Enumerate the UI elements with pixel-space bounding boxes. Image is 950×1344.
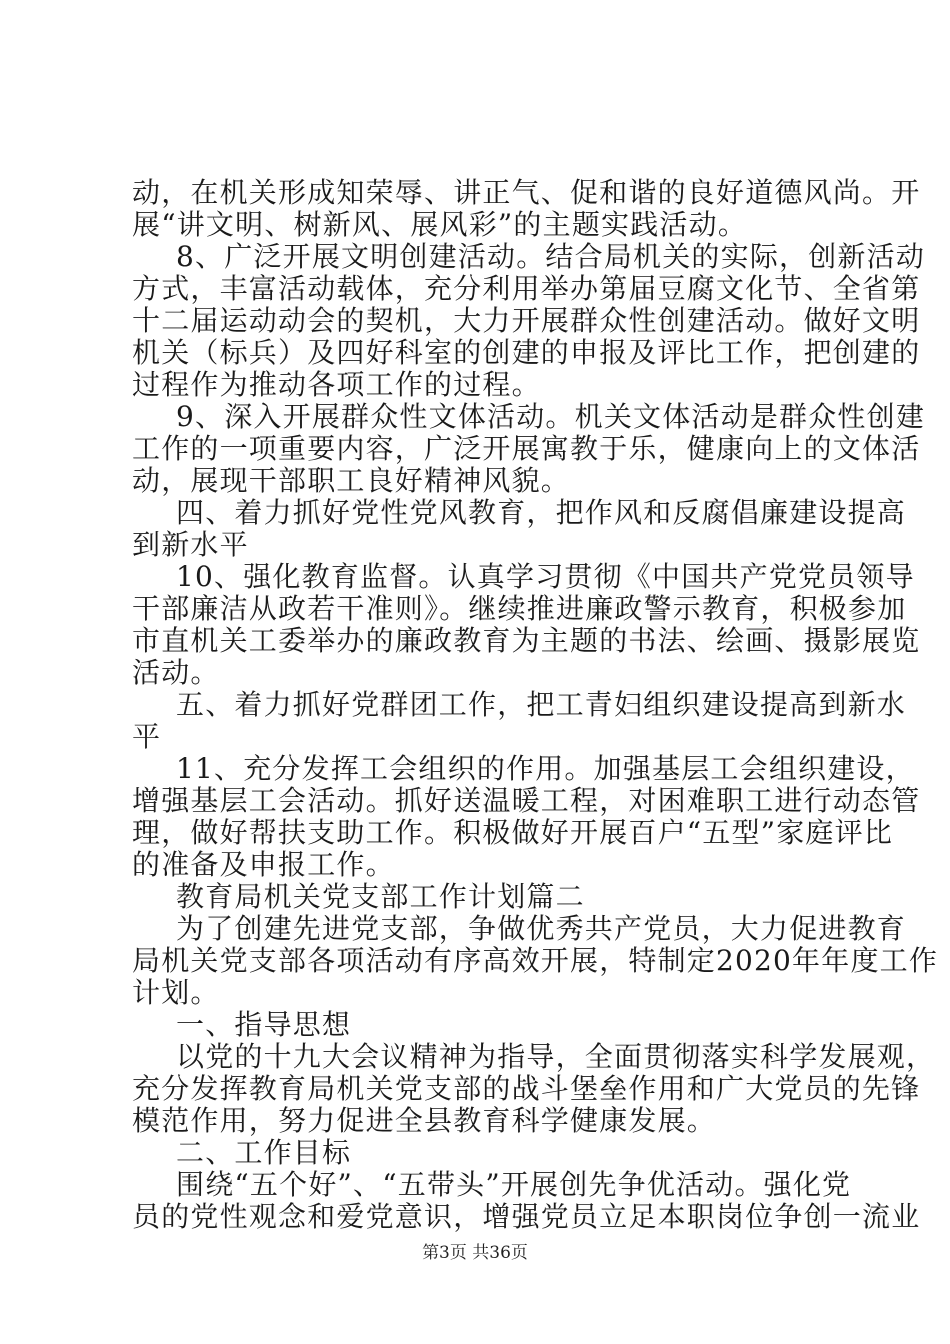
text-line: 增强基层工会活动。抓好送温暖工程，对困难职工进行动态管: [132, 784, 921, 817]
text-line: 为了创建先进党支部，争做优秀共产党员，大力促进教育: [176, 912, 907, 945]
document-subtitle: 教育局机关党支部工作计划篇二: [176, 880, 585, 913]
text-line: 方式，丰富活动载体，充分利用举办第届豆腐文化节、全省第: [132, 272, 921, 305]
text-line: 计划。: [132, 976, 220, 1009]
text-line: 市直机关工委举办的廉政教育为主题的书法、绘画、摄影展览: [132, 624, 921, 657]
text-line: 十二届运动动会的契机，大力开展群众性创建活动。做好文明: [132, 304, 921, 337]
text-line: 的准备及申报工作。: [132, 848, 395, 881]
text-line: 动，展现干部职工良好精神风貌。: [132, 464, 571, 497]
text-line: 以党的十九大会议精神为指导，全面贯彻落实科学发展观，: [176, 1040, 936, 1073]
text-line: 10、强化教育监督。认真学习贯彻《中国共产党党员领导: [176, 560, 915, 593]
text-line: 理，做好帮扶支助工作。积极做好开展百户“五型”家庭评比: [132, 816, 894, 849]
section-heading: 四、着力抓好党性党风教育，把作风和反腐倡廉建设提高: [176, 496, 907, 529]
text-line: 动，在机关形成知荣辱、讲正气、促和谐的良好道德风尚。开: [132, 176, 921, 209]
text-line: 11、充分发挥工会组织的作用。加强基层工会组织建设，: [176, 752, 915, 785]
text-line: 局机关党支部各项活动有序高效开展，特制定2020年年度工作: [132, 944, 939, 977]
text-line: 过程作为推动各项工作的过程。: [132, 368, 541, 401]
section-heading: 二、工作目标: [176, 1136, 352, 1169]
text-line: 围绕“五个好”、“五带头”开展创先争优活动。强化党: [176, 1168, 852, 1201]
text-line: 干部廉洁从政若干准则》。继续推进廉政警示教育，积极参加: [132, 592, 907, 625]
text-line: 8、广泛开展文明创建活动。结合局机关的实际，创新活动: [176, 240, 926, 273]
page-number-footer: 第3页 共36页: [422, 1243, 528, 1263]
text-line: 充分发挥教育局机关党支部的战斗堡垒作用和广大党员的先锋: [132, 1072, 921, 1105]
text-line: 模范作用，努力促进全县教育科学健康发展。: [132, 1104, 717, 1137]
text-line: 9、深入开展群众性文体活动。机关文体活动是群众性创建: [176, 400, 926, 433]
text-line: 工作的一项重要内容，广泛开展寓教于乐，健康向上的文体活: [132, 432, 921, 465]
text-line: 机关（标兵）及四好科室的创建的申报及评比工作，把创建的: [132, 336, 921, 369]
section-heading: 一、指导思想: [176, 1008, 352, 1041]
section-heading: 平: [132, 720, 162, 753]
text-line: 展“讲文明、树新风、展风彩”的主题实践活动。: [132, 208, 748, 241]
section-heading: 到新水平: [132, 528, 249, 561]
text-line: 员的党性观念和爱党意识，增强党员立足本职岗位争创一流业: [132, 1200, 921, 1233]
text-line: 活动。: [132, 656, 220, 689]
section-heading: 五、着力抓好党群团工作，把工青妇组织建设提高到新水: [176, 688, 907, 721]
